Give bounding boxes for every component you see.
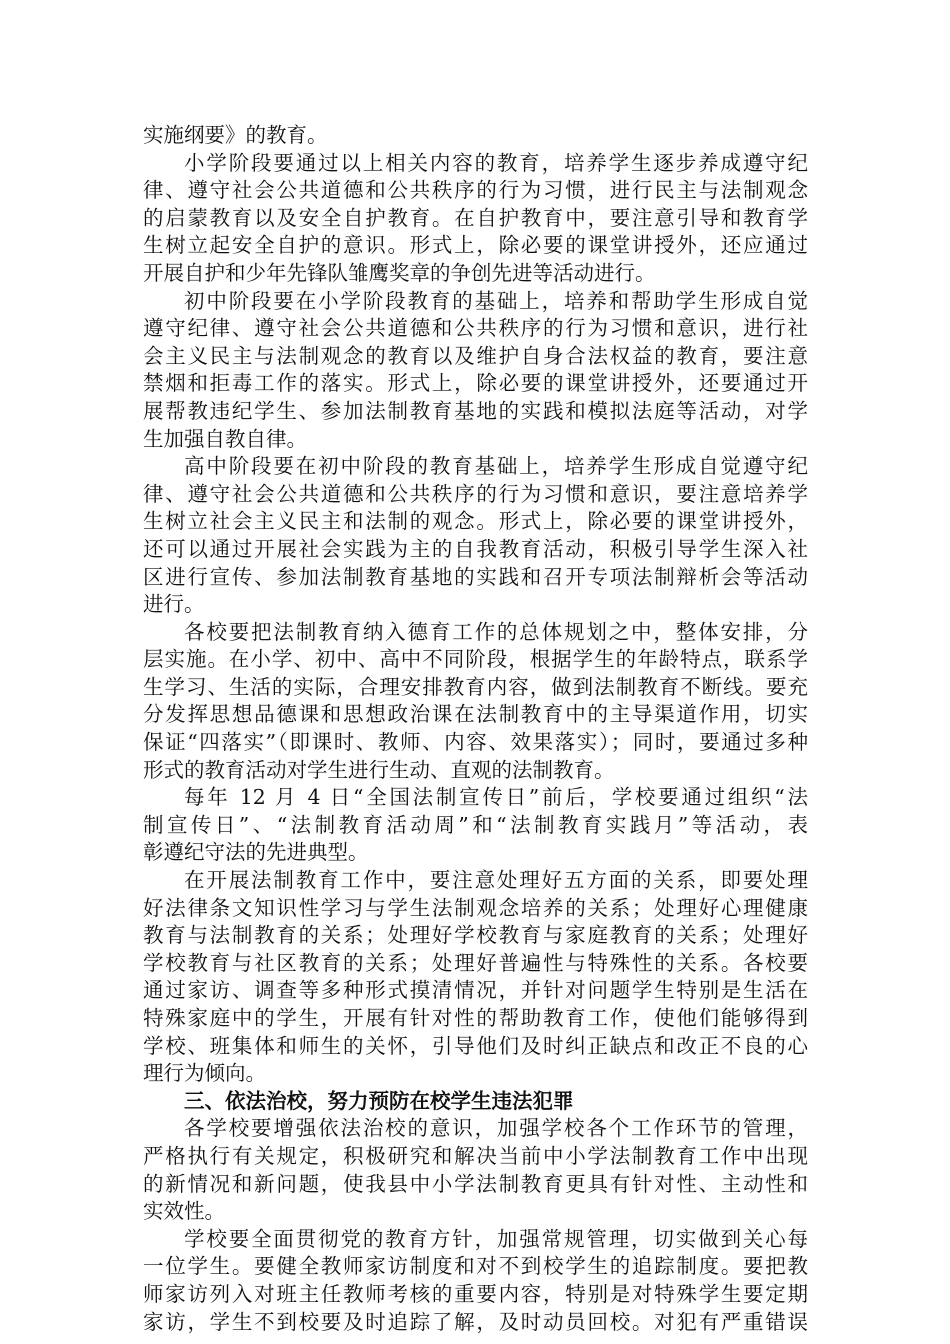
text-line: 教育与法制教育的关系；处理好学校教育与家庭教育的关系；处理好 (143, 923, 808, 948)
text-line: 生加强自教自律。 (143, 426, 307, 451)
text-line: 制宣传日”、“法制教育活动周”和“法制教育实践月”等活动，表 (143, 812, 808, 837)
text-line: 律、遵守社会公共道德和公共秩序的行为习惯，进行民主与法制观念 (143, 178, 808, 203)
text-line: 展帮教违纪学生、参加法制教育基地的实践和模拟法庭等活动，对学 (143, 398, 808, 423)
text-line: 开展自护和少年先锋队雏鹰奖章的争创先进等活动进行。 (143, 260, 656, 285)
text-line: 区进行宣传、参加法制教育基地的实践和召开专项法制辩析会等活动 (143, 564, 808, 589)
text-line: 禁烟和拒毒工作的落实。形式上，除必要的课堂讲授外，还要通过开 (143, 371, 808, 396)
text-line: 高中阶段要在初中阶段的教育基础上，培养学生形成自觉遵守纪 (184, 454, 808, 479)
paragraph (143, 867, 808, 1088)
text-line: 家访，学生不到校要及时追踪了解，及时动员回校。对犯有严重错误 (143, 1309, 808, 1334)
text-line: 学校要全面贯彻党的教育方针，加强常规管理，切实做到关心每 (184, 1226, 808, 1251)
text-line: 学校、班集体和师生的关怀，引导他们及时纠正缺点和改正不良的心 (143, 1033, 808, 1058)
text-line: 实效性。 (143, 1199, 225, 1224)
paragraph (143, 453, 808, 619)
text-line: 每年 12 月 4 日“全国法制宣传日”前后，学校要通过组织“法 (184, 785, 808, 810)
text-line: 分发挥思想品德课和思想政治课在法制教育中的主导渠道作用，切实 (143, 702, 808, 727)
text-line: 层实施。在小学、初中、高中不同阶段，根据学生的年龄特点，联系学 (143, 647, 808, 672)
text-line: 初中阶段要在小学阶段教育的基础上，培养和帮助学生形成自觉 (184, 288, 808, 313)
section-heading (143, 1088, 808, 1116)
text-line: 律、遵守社会公共道德和公共秩序的行为习惯和意识，要注意培养学 (143, 481, 808, 506)
text-line: 进行。 (143, 592, 205, 617)
text-line: 的新情况和新问题，使我县中小学法制教育更具有针对性、主动性和 (143, 1171, 808, 1196)
text-line: 形式的教育活动对学生进行生动、直观的法制教育。 (143, 757, 615, 782)
text-line: 生树立社会主义民主和法制的观念。形式上，除必要的课堂讲授外， (143, 509, 808, 534)
text-line: 生学习、生活的实际，合理安排教育内容，做到法制教育不断线。要充 (143, 674, 808, 699)
text-line: 会主义民主与法制观念的教育以及维护自身合法权益的教育，要注意 (143, 343, 808, 368)
text-line: 理行为倾向。 (143, 1061, 266, 1086)
text-line: 实施纲要》的教育。 (143, 123, 328, 147)
text-line: 小学阶段要通过以上相关内容的教育，培养学生逐步养成遵守纪 (184, 150, 808, 175)
text-line: 生树立起安全自护的意识。形式上，除必要的课堂讲授外，还应通过 (143, 233, 808, 258)
text-line: 好法律条文知识性学习与学生法制观念培养的关系；处理好心理健康 (143, 895, 808, 920)
text-line: 通过家访、调查等多种形式摸清情况，并针对问题学生特别是生活在 (143, 978, 808, 1003)
paragraph (143, 288, 808, 454)
text-line: 学校教育与社区教育的关系；处理好普遍性与特殊性的关系。各校要 (143, 950, 808, 975)
text-line: 保证“四落实”（即课时、教师、内容、效果落实）；同时，要通过多种 (143, 730, 808, 755)
paragraph (143, 619, 808, 785)
text-line: 特殊家庭中的学生，开展有针对性的帮助教育工作，使他们能够得到 (143, 1006, 808, 1030)
document-page (143, 122, 808, 1336)
text-line: 师家访列入对班主任教师考核的重要内容，特别是对特殊学生要定期 (143, 1281, 808, 1306)
paragraph (143, 150, 808, 288)
text-line: 各校要把法制教育纳入德育工作的总体规划之中，整体安排，分 (184, 619, 808, 644)
text-line: 还可以通过开展社会实践为主的自我教育活动，积极引导学生深入社 (143, 536, 808, 561)
text-line: 的启蒙教育以及安全自护教育。在自护教育中，要注意引导和教育学 (143, 205, 808, 230)
heading-text: 三、依法治校，努力预防在校学生违法犯罪 (184, 1088, 574, 1113)
paragraph (143, 1226, 808, 1336)
text-line: 严格执行有关规定，积极研究和解决当前中小学法制教育工作中出现 (143, 1143, 808, 1168)
paragraph (143, 784, 808, 867)
text-line: 遵守纪律、遵守社会公共道德和公共秩序的行为习惯和意识，进行社 (143, 316, 808, 341)
text-line: 在开展法制教育工作中，要注意处理好五方面的关系，即要处理 (184, 868, 808, 893)
text-line: 彰遵纪守法的先进典型。 (143, 840, 369, 865)
paragraph (143, 122, 808, 150)
paragraph (143, 1115, 808, 1225)
text-line: 一位学生。要健全教师家访制度和对不到校学生的追踪制度。要把教 (143, 1254, 808, 1279)
text-line: 各学校要增强依法治校的意识，加强学校各个工作环节的管理， (184, 1116, 808, 1141)
